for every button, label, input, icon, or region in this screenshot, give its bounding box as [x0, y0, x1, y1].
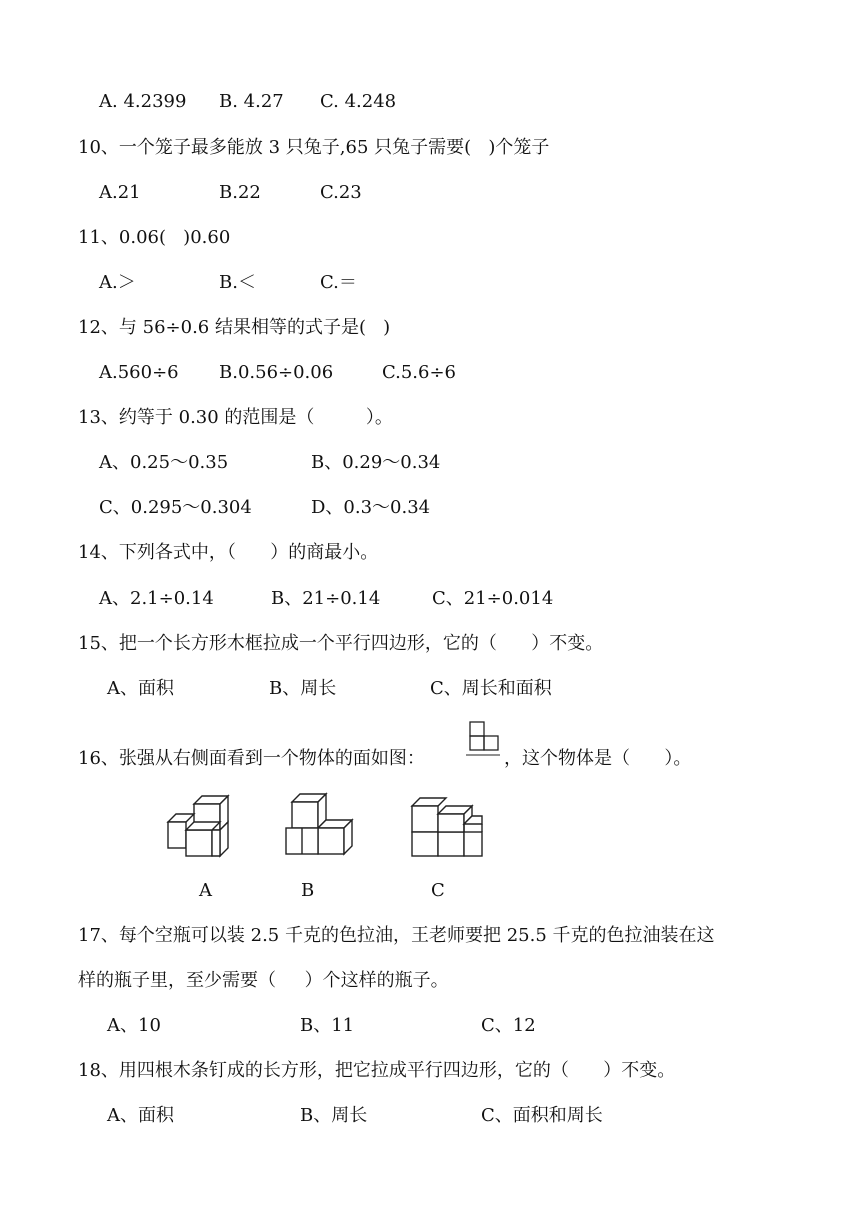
q15-question: 15、把一个长方形木框拉成一个平行四边形，它的（ ）不变。: [78, 633, 604, 654]
q14-option-c: C、21÷0.014: [432, 588, 554, 609]
q18-question: 18、用四根木条钉成的长方形，把它拉成平行四边形，它的（ ）不变。: [78, 1060, 676, 1081]
q9-option-c: C. 4.248: [320, 91, 397, 112]
q18-option-a: A、面积: [107, 1105, 174, 1126]
figure-c-label: C: [431, 880, 445, 901]
q17-question-line2: 样的瓶子里，至少需要（ ）个这样的瓶子。: [78, 970, 449, 991]
q13-option-c: C、0.295～0.304: [99, 497, 252, 518]
side-view-figure: [466, 720, 502, 760]
q12-option-c: C.5.6÷6: [382, 362, 457, 383]
q14-option-b: B、21÷0.14: [271, 588, 381, 609]
q11-question: 11、0.06( )0.60: [78, 227, 231, 248]
q10-option-a: A.21: [99, 182, 141, 203]
q13-question: 13、约等于 0.30 的范围是（ ）。: [78, 407, 393, 428]
q10-option-b: B.22: [219, 182, 261, 203]
q17-option-b: B、11: [300, 1015, 355, 1036]
q11-option-c: C.＝: [320, 272, 357, 293]
q12-question: 12、与 56÷0.6 结果相等的式子是( ): [78, 317, 391, 338]
q12-option-a: A.560÷6: [99, 362, 179, 383]
q16-question-end: ，这个物体是（ ）。: [504, 748, 692, 769]
q9-option-a: A. 4.2399: [99, 91, 187, 112]
q12-option-b: B.0.56÷0.06: [219, 362, 334, 383]
q10-option-c: C.23: [320, 182, 362, 203]
q10-question: 10、一个笼子最多能放 3 只兔子,65 只兔子需要( )个笼子: [78, 137, 550, 158]
q15-option-b: B、周长: [269, 678, 337, 699]
q15-option-a: A、面积: [107, 678, 174, 699]
q17-option-a: A、10: [107, 1015, 161, 1036]
q13-option-d: D、0.3～0.34: [311, 497, 431, 518]
q17-question-line1: 17、每个空瓶可以装 2.5 千克的色拉油，王老师要把 25.5 千克的色拉油装在这: [78, 925, 715, 946]
q14-option-a: A、2.1÷0.14: [99, 588, 214, 609]
q11-option-b: B.＜: [219, 272, 256, 293]
q9-option-b: B. 4.27: [219, 91, 284, 112]
q13-option-b: B、0.29～0.34: [311, 452, 441, 473]
q17-option-c: C、12: [481, 1015, 536, 1036]
figure-a-label: A: [199, 880, 212, 901]
figure-b-cubes: [282, 788, 357, 858]
q11-option-a: A.＞: [99, 272, 136, 293]
q18-option-b: B、周长: [300, 1105, 368, 1126]
figure-c-cubes: [408, 796, 488, 858]
q18-option-c: C、面积和周长: [481, 1105, 603, 1126]
q15-option-c: C、周长和面积: [430, 678, 552, 699]
figure-a-cubes: [166, 788, 236, 858]
q16-question-start: 16、张强从右侧面看到一个物体的面如图：: [78, 748, 425, 769]
figure-b-label: B: [301, 880, 315, 901]
q14-question: 14、下列各式中，（ ）的商最小。: [78, 542, 379, 563]
q13-option-a: A、0.25～0.35: [99, 452, 229, 473]
